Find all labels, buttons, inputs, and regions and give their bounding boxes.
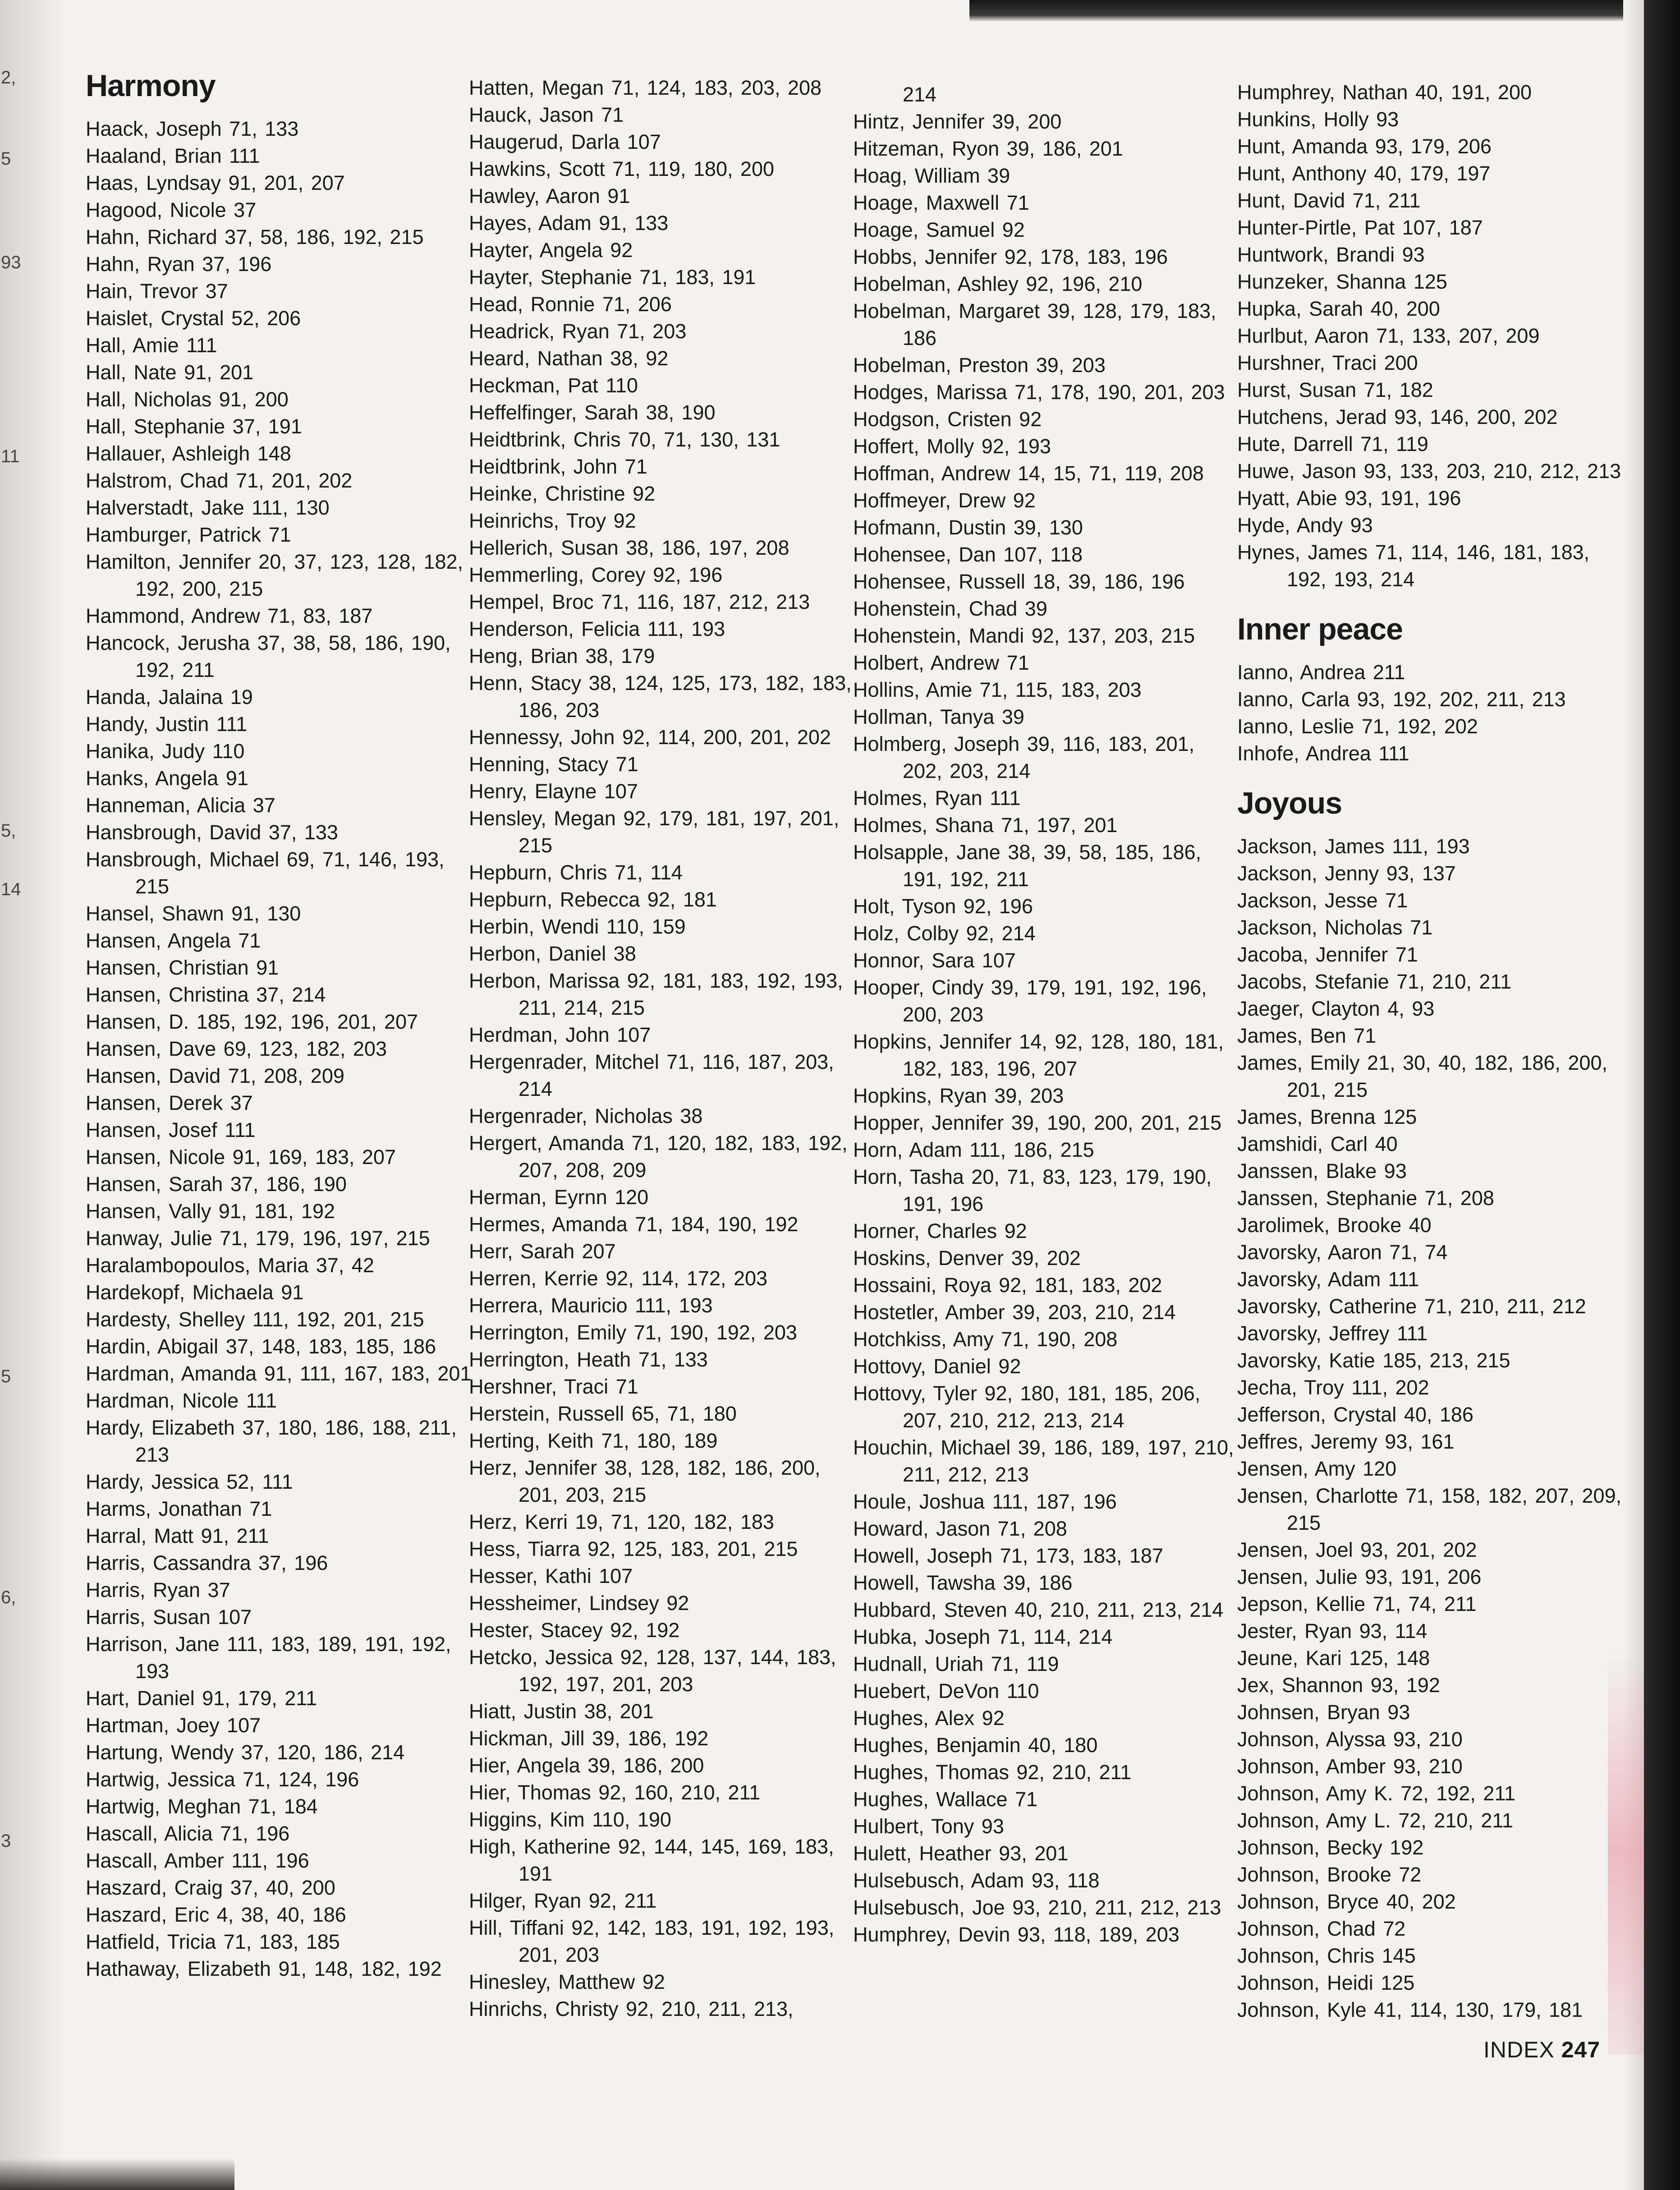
index-entry: Holsapple, Jane 38, 39, 58, 185, 186, 191, 192, 211: [853, 841, 1202, 891]
margin-fragment: 11: [1, 446, 20, 466]
index-entry: Hunter-Pirtle, Pat 107, 187: [1237, 216, 1483, 239]
index-entry: Hansel, Shawn 91, 130: [86, 902, 301, 925]
index-entry: Javorsky, Adam 111: [1237, 1268, 1419, 1291]
index-entry: Herrington, Heath 71, 133: [469, 1348, 708, 1371]
index-entry: Haszard, Craig 37, 40, 200: [86, 1876, 335, 1899]
index-entry: Haas, Lyndsay 91, 201, 207: [86, 171, 345, 194]
index-entry: Hoffman, Andrew 14, 15, 71, 119, 208: [853, 462, 1204, 485]
index-entry: Hansen, Nicole 91, 169, 183, 207: [86, 1146, 396, 1169]
index-entry: Horn, Adam 111, 186, 215: [853, 1138, 1094, 1161]
index-entry: Jarolimek, Brooke 40: [1237, 1214, 1432, 1237]
index-entry: Hain, Trevor 37: [86, 280, 228, 303]
index-entry: Hulbert, Tony 93: [853, 1815, 1004, 1838]
index-entry: Hall, Amie 111: [86, 334, 217, 357]
index-entry: Hunt, Amanda 93, 179, 206: [1237, 135, 1492, 158]
index-entry: Haralambopoulos, Maria 37, 42: [86, 1254, 374, 1277]
index-entry: Hickman, Jill 39, 186, 192: [469, 1727, 709, 1750]
index-entry: Heinke, Christine 92: [469, 482, 656, 505]
index-entry: Hellerich, Susan 38, 186, 197, 208: [469, 536, 790, 559]
index-entry: Herdman, John 107: [469, 1023, 651, 1046]
index-entry: Hobelman, Ashley 92, 196, 210: [853, 272, 1143, 295]
index-entry: Hanway, Julie 71, 179, 196, 197, 215: [86, 1227, 430, 1250]
index-entry: Haaland, Brian 111: [86, 144, 260, 167]
index-entry: Javorsky, Aaron 71, 74: [1237, 1241, 1448, 1264]
index-entry: Jackson, Jesse 71: [1237, 889, 1408, 912]
page-edge: [1644, 0, 1680, 2190]
index-entry: Jester, Ryan 93, 114: [1237, 1619, 1428, 1642]
index-entry: Halverstadt, Jake 111, 130: [86, 496, 330, 519]
index-entry: Hottovy, Tyler 92, 180, 181, 185, 206, 207, 210, 212, 213, 214: [853, 1382, 1201, 1432]
index-entry: Hughes, Wallace 71: [853, 1788, 1038, 1811]
index-entry: Holt, Tyson 92, 196: [853, 895, 1033, 918]
page-footer: [1483, 2036, 1600, 2063]
index-entry: Jackson, Jenny 93, 137: [1237, 862, 1456, 885]
index-entry: Hartman, Joey 107: [86, 1714, 261, 1737]
index-entry: Jecha, Troy 111, 202: [1237, 1376, 1429, 1399]
index-entry: Hamburger, Patrick 71: [86, 523, 291, 546]
index-entry: Hesser, Kathi 107: [469, 1564, 633, 1587]
index-entry: Holz, Colby 92, 214: [853, 922, 1036, 945]
index-entry: Jacobs, Stefanie 71, 210, 211: [1237, 970, 1512, 993]
index-entry: Jamshidi, Carl 40: [1237, 1132, 1398, 1155]
index-entry: Hansbrough, David 37, 133: [86, 821, 338, 844]
index-entry: Henning, Stacy 71: [469, 753, 638, 776]
index-entry: Hofmann, Dustin 39, 130: [853, 516, 1083, 539]
index-entry: Johnson, Heidi 125: [1237, 1971, 1415, 1994]
index-entry: Hupka, Sarah 40, 200: [1237, 297, 1440, 320]
index-entry: Heng, Brian 38, 179: [469, 644, 655, 667]
index-entry: Hanneman, Alicia 37: [86, 794, 275, 817]
index-entry: Jacoba, Jennifer 71: [1237, 943, 1418, 966]
index-entry: Hughes, Benjamin 40, 180: [853, 1734, 1098, 1757]
index-entry: Handa, Jalaina 19: [86, 686, 253, 709]
index-entry: Haislet, Crystal 52, 206: [86, 307, 301, 330]
index-entry: Janssen, Blake 93: [1237, 1159, 1407, 1182]
index-entry: Javorsky, Katie 185, 213, 215: [1237, 1349, 1510, 1372]
index-entry: Jefferson, Crystal 40, 186: [1237, 1403, 1473, 1426]
index-entry: Hier, Angela 39, 186, 200: [469, 1754, 704, 1777]
index-entry: Hessheimer, Lindsey 92: [469, 1592, 689, 1615]
index-entry: Hess, Tiarra 92, 125, 183, 201, 215: [469, 1537, 798, 1560]
index-entry: Hunt, David 71, 211: [1237, 189, 1421, 212]
index-entry: Javorsky, Jeffrey 111: [1237, 1322, 1428, 1345]
index-column-2: [469, 74, 857, 2023]
index-entry: Haugerud, Darla 107: [469, 130, 661, 153]
index-entry: Hughes, Thomas 92, 210, 211: [853, 1761, 1132, 1784]
margin-fragment: 5: [1, 149, 11, 169]
index-entry: Hayter, Angela 92: [469, 239, 633, 262]
index-entry: Hatten, Megan 71, 124, 183, 203, 208: [469, 76, 822, 99]
index-entry: Hubka, Joseph 71, 114, 214: [853, 1625, 1113, 1648]
index-entry: Hotchkiss, Amy 71, 190, 208: [853, 1328, 1118, 1351]
index-entry: Hute, Darrell 71, 119: [1237, 432, 1428, 455]
index-entry: Hayes, Adam 91, 133: [469, 212, 669, 235]
index-entry: Holbert, Andrew 71: [853, 651, 1029, 674]
index-entry: Herman, Eyrnn 120: [469, 1186, 649, 1209]
index-entry: Hohensee, Dan 107, 118: [853, 543, 1083, 566]
index-entry: Ianno, Leslie 71, 192, 202: [1237, 715, 1478, 738]
index-entry: Harris, Ryan 37: [86, 1578, 230, 1601]
index-entry: Johnson, Amy L. 72, 210, 211: [1237, 1809, 1514, 1832]
index-entry: Hawkins, Scott 71, 119, 180, 200: [469, 157, 775, 180]
index-entry: Johnson, Chad 72: [1237, 1917, 1406, 1940]
index-column-1: [86, 68, 473, 1983]
index-entry: Hobbs, Jennifer 92, 178, 183, 196: [853, 245, 1168, 268]
index-entry: Hurst, Susan 71, 182: [1237, 378, 1433, 401]
index-entry: Hier, Thomas 92, 160, 210, 211: [469, 1781, 761, 1804]
index-entry: Hiatt, Justin 38, 201: [469, 1700, 654, 1723]
index-entry: Hunzeker, Shanna 125: [1237, 270, 1447, 293]
index-entry: Head, Ronnie 71, 206: [469, 293, 672, 316]
index-entry: Hoag, William 39: [853, 164, 1010, 187]
index-entry: Handy, Justin 111: [86, 713, 248, 736]
index-entry: Herz, Kerri 19, 71, 120, 182, 183: [469, 1510, 774, 1533]
index-entry: Hottovy, Daniel 92: [853, 1355, 1021, 1378]
index-entry: Hallauer, Ashleigh 148: [86, 442, 291, 465]
index-entry: Herstein, Russell 65, 71, 180: [469, 1402, 737, 1425]
index-entry: Javorsky, Catherine 71, 210, 211, 212: [1237, 1295, 1586, 1318]
index-entry: Hall, Nate 91, 201: [86, 361, 254, 384]
index-entry: Johnson, Alyssa 93, 210: [1237, 1728, 1463, 1751]
footer-label: INDEX: [1483, 2037, 1555, 2062]
index-entry: Jensen, Joel 93, 201, 202: [1237, 1538, 1477, 1561]
index-entry: Horner, Charles 92: [853, 1219, 1027, 1242]
index-entry: Johnson, Brooke 72: [1237, 1863, 1422, 1886]
index-entry: Hennessy, John 92, 114, 200, 201, 202: [469, 726, 831, 749]
index-entry: Hardekopf, Michaela 91: [86, 1281, 304, 1304]
index-entry: High, Katherine 92, 144, 145, 169, 183, 191: [469, 1835, 834, 1885]
index-entry: Hardin, Abigail 37, 148, 183, 185, 186: [86, 1335, 436, 1358]
index-entry: Hanika, Judy 110: [86, 740, 245, 763]
index-entry: Johnson, Chris 145: [1237, 1944, 1416, 1967]
index-entry: Hostetler, Amber 39, 203, 210, 214: [853, 1301, 1176, 1324]
index-entry: Hooper, Cindy 39, 179, 191, 192, 196, 200, 203: [853, 976, 1207, 1026]
index-entry-continuation: 214: [903, 83, 937, 106]
index-entry: Hepburn, Rebecca 92, 181: [469, 888, 717, 911]
index-entry: Houle, Joshua 111, 187, 196: [853, 1490, 1117, 1513]
index-entry: Hergert, Amanda 71, 120, 182, 183, 192, 207, 208, 209: [469, 1132, 848, 1182]
index-entry: Heard, Nathan 38, 92: [469, 347, 669, 370]
index-entry: Johnson, Kyle 41, 114, 130, 179, 181: [1237, 1998, 1583, 2021]
index-entry: Herrington, Emily 71, 190, 192, 203: [469, 1321, 797, 1344]
index-entry: Halstrom, Chad 71, 201, 202: [86, 469, 353, 492]
index-entry: Hanks, Angela 91: [86, 767, 248, 790]
index-entry: Hinrichs, Christy 92, 210, 211, 213,: [469, 1997, 794, 2020]
index-entry: Hinesley, Matthew 92: [469, 1970, 665, 1993]
index-entry: Hitzeman, Ryon 39, 186, 201: [853, 137, 1123, 160]
index-entry: Hill, Tiffani 92, 142, 183, 191, 192, 193, 201, 203: [469, 1916, 835, 1966]
index-entry: Heffelfinger, Sarah 38, 190: [469, 401, 716, 424]
index-entry: Hartung, Wendy 37, 120, 186, 214: [86, 1741, 405, 1764]
index-entry: Hopkins, Ryan 39, 203: [853, 1084, 1064, 1107]
index-entry: Jackson, James 111, 193: [1237, 835, 1470, 858]
index-column-4: [1237, 79, 1625, 2024]
index-entry: Jackson, Nicholas 71: [1237, 916, 1433, 939]
index-entry: Inhofe, Andrea 111: [1237, 742, 1409, 765]
index-entry: Holmes, Shana 71, 197, 201: [853, 814, 1118, 837]
index-entry: Jeffres, Jeremy 93, 161: [1237, 1430, 1455, 1453]
index-entry: Hohenstein, Mandi 92, 137, 203, 215: [853, 624, 1195, 647]
bottom-corner-shadow: [0, 2158, 234, 2190]
index-entry: Harris, Susan 107: [86, 1606, 252, 1629]
margin-fragment: 2,: [1, 68, 16, 87]
index-entry: Hansen, Dave 69, 123, 182, 203: [86, 1037, 387, 1060]
index-entry: Hynes, James 71, 114, 146, 181, 183, 192, 193, 214: [1237, 541, 1590, 591]
section-heading: Harmony: [86, 69, 216, 103]
index-entry: Hoskins, Denver 39, 202: [853, 1247, 1081, 1270]
index-entry: Johnson, Amber 93, 210: [1237, 1755, 1463, 1778]
index-entry: Hemmerling, Corey 92, 196: [469, 563, 723, 586]
index-entry: Headrick, Ryan 71, 203: [469, 320, 687, 343]
index-entry: Johnson, Bryce 40, 202: [1237, 1890, 1456, 1913]
index-entry: Hansen, Vally 91, 181, 192: [86, 1200, 335, 1223]
index-entry: Hardman, Nicole 111: [86, 1389, 277, 1412]
index-entry: Hunt, Anthony 40, 179, 197: [1237, 162, 1491, 185]
index-entry: Houchin, Michael 39, 186, 189, 197, 210, 211, 212, 213: [853, 1436, 1234, 1486]
top-edge-band: [969, 0, 1646, 22]
index-entry: Hansen, D. 185, 192, 196, 201, 207: [86, 1010, 418, 1033]
index-entry: Hergenrader, Mitchel 71, 116, 187, 203, 214: [469, 1050, 834, 1100]
page-number: 247: [1561, 2037, 1601, 2062]
index-entry: Hardy, Elizabeth 37, 180, 186, 188, 211, 213: [86, 1416, 457, 1466]
margin-fragment: 14: [1, 879, 21, 899]
index-entry: Hardesty, Shelley 111, 192, 201, 215: [86, 1308, 424, 1331]
index-entry: Harris, Cassandra 37, 196: [86, 1551, 328, 1574]
index-entry: Herting, Keith 71, 180, 189: [469, 1429, 718, 1452]
index-entry: Horn, Tasha 20, 71, 83, 123, 179, 190, 191, 196: [853, 1165, 1212, 1215]
margin-fragment: 5: [1, 1366, 11, 1386]
margin-fragment: 5,: [1, 821, 16, 841]
index-entry: Hobelman, Margaret 39, 128, 179, 183, 186: [853, 299, 1216, 350]
index-entry: Hyatt, Abie 93, 191, 196: [1237, 487, 1461, 510]
index-entry: Hartwig, Meghan 71, 184: [86, 1795, 318, 1818]
index-entry: Hamilton, Jennifer 20, 37, 123, 128, 182, 192, 200, 215: [86, 550, 464, 600]
index-entry: Heckman, Pat 110: [469, 374, 638, 397]
margin-fragment: 3: [1, 1831, 11, 1851]
index-entry: Herz, Jennifer 38, 128, 182, 186, 200, 201, 203, 215: [469, 1456, 821, 1506]
index-entry: Hall, Stephanie 37, 191: [86, 415, 302, 438]
index-entry: Hancock, Jerusha 37, 38, 58, 186, 190, 192, 211: [86, 631, 451, 681]
index-entry: Hart, Daniel 91, 179, 211: [86, 1687, 317, 1710]
index-entry: Holmberg, Joseph 39, 116, 183, 201, 202, 203, 214: [853, 732, 1195, 782]
index-entry: Jensen, Amy 120: [1237, 1457, 1397, 1480]
index-entry: Hagood, Nicole 37: [86, 198, 257, 221]
index-entry: Hardman, Amanda 91, 111, 167, 183, 201: [86, 1362, 472, 1385]
index-entry: Hulsebusch, Joe 93, 210, 211, 212, 213: [853, 1896, 1221, 1919]
index-entry: Hossaini, Roya 92, 181, 183, 202: [853, 1274, 1162, 1297]
index-entry: Hodgson, Cristen 92: [853, 408, 1042, 431]
index-entry: Hayter, Stephanie 71, 183, 191: [469, 266, 756, 289]
index-entry: Jensen, Charlotte 71, 158, 182, 207, 209, 215: [1237, 1484, 1622, 1534]
index-entry: Hauck, Jason 71: [469, 103, 624, 126]
section-heading: Joyous: [1237, 786, 1342, 820]
index-entry: Jensen, Julie 93, 191, 206: [1237, 1565, 1482, 1588]
index-entry: Huwe, Jason 93, 133, 203, 210, 212, 213: [1237, 460, 1621, 483]
index-entry: Hobelman, Preston 39, 203: [853, 354, 1106, 377]
index-entry: Hohenstein, Chad 39: [853, 597, 1047, 620]
index-entry: Hansen, Christina 37, 214: [86, 983, 326, 1006]
index-entry: Hansen, Derek 37: [86, 1091, 253, 1114]
index-entry: Johnson, Becky 192: [1237, 1836, 1424, 1859]
index-entry: Hutchens, Jerad 93, 146, 200, 202: [1237, 405, 1558, 428]
index-entry: Hathaway, Elizabeth 91, 148, 182, 192: [86, 1957, 442, 1980]
margin-fragment: 6,: [1, 1587, 16, 1607]
section-heading: Inner peace: [1237, 612, 1403, 646]
index-entry: Harrison, Jane 111, 183, 189, 191, 192, 193: [86, 1633, 451, 1683]
index-entry: Harms, Jonathan 71: [86, 1497, 272, 1520]
index-entry: Johnsen, Bryan 93: [1237, 1701, 1410, 1724]
index-entry: Hammond, Andrew 71, 83, 187: [86, 604, 373, 627]
index-entry: Herrera, Mauricio 111, 193: [469, 1294, 713, 1317]
index-entry: Hollman, Tanya 39: [853, 705, 1024, 728]
index-entry: Honnor, Sara 107: [853, 949, 1016, 972]
index-entry: Hansen, Angela 71: [86, 929, 261, 952]
index-entry: Hansen, Christian 91: [86, 956, 279, 979]
index-entry: Hatfield, Tricia 71, 183, 185: [86, 1930, 340, 1953]
index-entry: Hepburn, Chris 71, 114: [469, 861, 683, 884]
index-entry: Hubbard, Steven 40, 210, 211, 213, 214: [853, 1598, 1224, 1621]
index-entry: Hilger, Ryan 92, 211: [469, 1889, 657, 1912]
index-entry: James, Emily 21, 30, 40, 182, 186, 200, 201, 215: [1237, 1051, 1607, 1101]
index-entry: Ianno, Carla 93, 192, 202, 211, 213: [1237, 688, 1566, 711]
index-entry: Henry, Elayne 107: [469, 780, 638, 803]
index-entry: Hudnall, Uriah 71, 119: [853, 1652, 1059, 1675]
index-entry: Hartwig, Jessica 71, 124, 196: [86, 1768, 359, 1791]
index-entry: Hoage, Maxwell 71: [853, 191, 1029, 214]
index-entry: Jeune, Kari 125, 148: [1237, 1647, 1430, 1670]
index-entry: James, Ben 71: [1237, 1024, 1377, 1047]
index-entry: Higgins, Kim 110, 190: [469, 1808, 671, 1831]
index-entry: Hopper, Jennifer 39, 190, 200, 201, 215: [853, 1111, 1222, 1134]
index-entry: Hoffert, Molly 92, 193: [853, 435, 1051, 458]
index-entry: Hetcko, Jessica 92, 128, 137, 144, 183, 192, 197, 201, 203: [469, 1646, 836, 1696]
index-entry: Hermes, Amanda 71, 184, 190, 192: [469, 1213, 799, 1236]
index-entry: Hahn, Richard 37, 58, 186, 192, 215: [86, 225, 424, 248]
index-entry: Herren, Kerrie 92, 114, 172, 203: [469, 1267, 768, 1290]
index-entry: Hintz, Jennifer 39, 200: [853, 110, 1062, 133]
index-entry: Hurshner, Traci 200: [1237, 351, 1418, 374]
index-entry: Jex, Shannon 93, 192: [1237, 1674, 1440, 1697]
index-entry: Hester, Stacey 92, 192: [469, 1619, 680, 1642]
index-entry: Hollins, Amie 71, 115, 183, 203: [853, 678, 1142, 701]
index-entry: Hergenrader, Nicholas 38: [469, 1104, 703, 1127]
index-entry: Hahn, Ryan 37, 196: [86, 253, 272, 276]
index-entry: Ianno, Andrea 211: [1237, 661, 1405, 684]
index-entry: Hall, Nicholas 91, 200: [86, 388, 289, 411]
index-entry: Hoffmeyer, Drew 92: [853, 489, 1036, 512]
index-entry: Heidtbrink, Chris 70, 71, 130, 131: [469, 428, 780, 451]
index-entry: Heidtbrink, John 71: [469, 455, 647, 478]
index-entry: Henderson, Felicia 111, 193: [469, 617, 725, 640]
index-entry: Hansen, David 71, 208, 209: [86, 1064, 344, 1087]
index-entry: Howell, Joseph 71, 173, 183, 187: [853, 1544, 1163, 1567]
index-entry: Hulett, Heather 93, 201: [853, 1842, 1069, 1865]
index-entry: Holmes, Ryan 111: [853, 787, 1021, 810]
index-entry: Haack, Joseph 71, 133: [86, 117, 299, 140]
index-entry: Hensley, Megan 92, 179, 181, 197, 201, 215: [469, 807, 840, 857]
index-entry: Janssen, Stephanie 71, 208: [1237, 1187, 1494, 1210]
index-entry: Haszard, Eric 4, 38, 40, 186: [86, 1903, 346, 1926]
index-entry: Hodges, Marissa 71, 178, 190, 201, 203: [853, 381, 1225, 404]
index-entry: Herbon, Marissa 92, 181, 183, 192, 193, 211, 214, 215: [469, 969, 843, 1019]
index-entry: Henn, Stacy 38, 124, 125, 173, 182, 183, 186, 203: [469, 672, 852, 722]
index-entry: Hansen, Sarah 37, 186, 190: [86, 1173, 347, 1196]
index-entry: Hurlbut, Aaron 71, 133, 207, 209: [1237, 324, 1540, 347]
index-entry: Harral, Matt 91, 211: [86, 1524, 269, 1547]
index-entry: Herr, Sarah 207: [469, 1240, 616, 1263]
index-entry: Hansen, Josef 111: [86, 1118, 256, 1141]
index-entry: Herbon, Daniel 38: [469, 942, 636, 965]
index-entry: Hughes, Alex 92: [853, 1707, 1005, 1730]
index-column-3: [853, 81, 1241, 1948]
index-entry: Hansbrough, Michael 69, 71, 146, 193, 215: [86, 848, 445, 898]
index-entry: Johnson, Amy K. 72, 192, 211: [1237, 1782, 1516, 1805]
index-entry: Hascall, Alicia 71, 196: [86, 1822, 290, 1845]
index-entry: Huebert, DeVon 110: [853, 1679, 1039, 1702]
left-margin-fragments: [0, 0, 27, 2190]
index-entry: Hohensee, Russell 18, 39, 186, 196: [853, 570, 1185, 593]
index-entry: Hulsebusch, Adam 93, 118: [853, 1869, 1100, 1892]
index-entry: Heinrichs, Troy 92: [469, 509, 636, 532]
index-entry: Hyde, Andy 93: [1237, 514, 1373, 537]
index-entry: Herbin, Wendi 110, 159: [469, 915, 686, 938]
index-entry: Hempel, Broc 71, 116, 187, 212, 213: [469, 590, 810, 613]
index-entry: Hawley, Aaron 91: [469, 184, 630, 207]
margin-fragment: 93: [1, 253, 21, 272]
index-entry: Hunkins, Holly 93: [1237, 108, 1399, 131]
index-entry: James, Brenna 125: [1237, 1105, 1417, 1128]
index-entry: Humphrey, Devin 93, 118, 189, 203: [853, 1923, 1180, 1946]
index-entry: Hardy, Jessica 52, 111: [86, 1470, 293, 1493]
index-entry: Howard, Jason 71, 208: [853, 1517, 1067, 1540]
index-entry: Howell, Tawsha 39, 186: [853, 1571, 1073, 1594]
index-entry: Jaeger, Clayton 4, 93: [1237, 997, 1435, 1020]
index-entry: Humphrey, Nathan 40, 191, 200: [1237, 81, 1532, 104]
index-entry: Huntwork, Brandi 93: [1237, 243, 1425, 266]
index-entry: Hascall, Amber 111, 196: [86, 1849, 309, 1872]
index-entry: Jepson, Kellie 71, 74, 211: [1237, 1592, 1477, 1615]
index-entry: Hopkins, Jennifer 14, 92, 128, 180, 181, 182, 183, 196, 207: [853, 1030, 1224, 1080]
index-entry: Hershner, Traci 71: [469, 1375, 638, 1398]
index-entry: Hoage, Samuel 92: [853, 218, 1025, 241]
